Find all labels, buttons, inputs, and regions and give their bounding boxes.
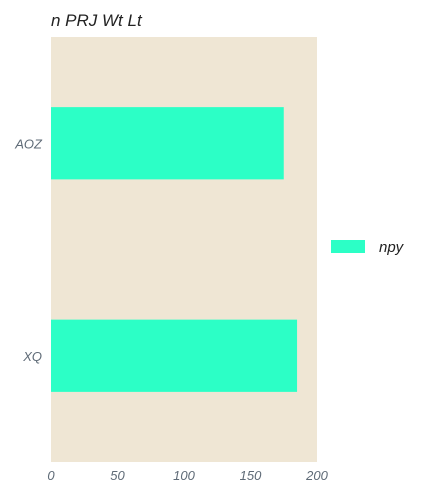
chart-title: n PRJ Wt Lt [51,11,142,30]
plot-area [51,37,317,462]
y-tick-label: AOZ [15,136,42,152]
x-tick-label: 50 [110,468,125,483]
x-tick-label: 100 [173,468,195,483]
y-tick-labels [14,136,43,364]
x-tick-label: 200 [306,468,328,483]
legend-swatch [331,240,365,253]
legend [331,239,405,256]
y-tick-label: XQ [23,348,42,364]
x-tick-labels [47,468,328,483]
bar-aoz [51,107,284,179]
x-tick-label: 150 [239,468,262,483]
bar-xq [51,320,297,392]
x-tick-label: 0 [47,468,55,483]
legend-label: npy [379,239,404,256]
